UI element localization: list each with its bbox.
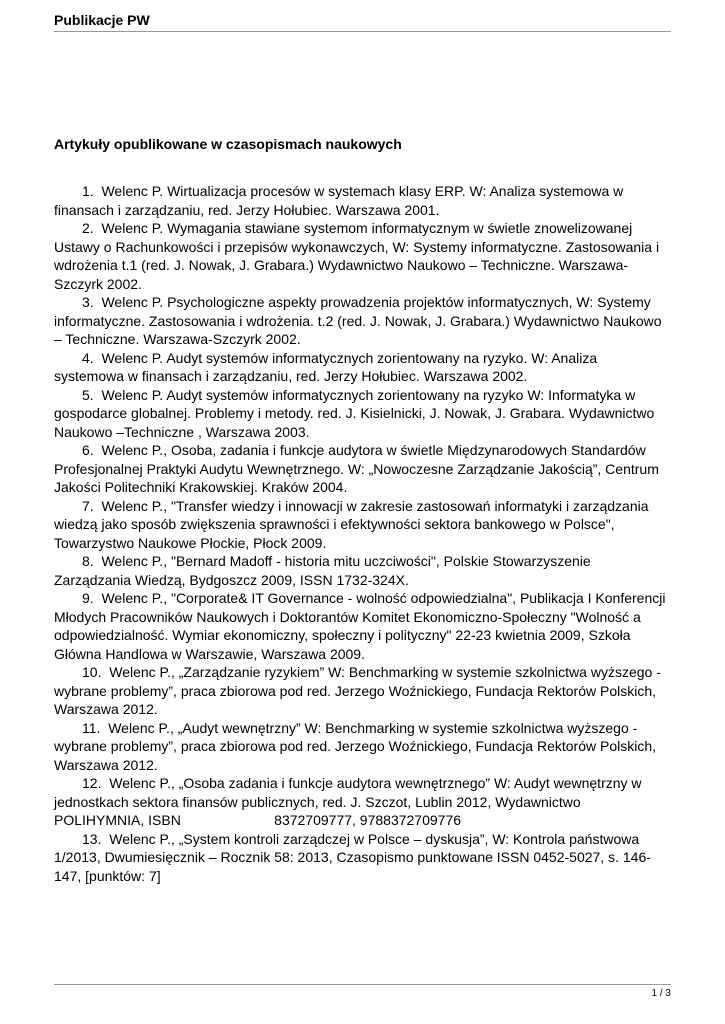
- publication-item: 13. Welenc P., „System kontroli zarządczej w Polsce – dyskusja”, W: Kontrola państwowa 1/2013, Dwumiesięcznik – Rocznik 58: 2013, Czasopismo punktowane ISSN 0452-5027, s. 146-147, [punktów: 7]: [54, 830, 651, 884]
- publication-item: 1. Welenc P. Wirtualizacja procesów w systemach klasy ERP. W: Analiza systemowa w finansach i zarządzaniu, red. Jerzy Hołubiec. Warszawa 2001.: [54, 183, 628, 218]
- publication-item: 9. Welenc P., "Corporate& IT Governance - wolność odpowiedzialna", Publikacja I Konferencji Młodych Pracowników Naukowych i Doktorantów Komitet Ekonomiczno-Społeczny "Wolność a odpowiedzialność. Wymiar ekonomiczny, społeczny i polityczny" 22-23 kwietnia 2009, Szkoła Główna Handlowa w Warszawie, Warszawa 2009.: [54, 590, 670, 662]
- header-divider: [54, 31, 671, 32]
- publication-item: 11. Welenc P., „Audyt wewnętrzny” W: Benchmarking w systemie szkolnictwa wyższego - wybrane problemy”, praca zbiorowa pod red. Jerzego Woźnickiego, Fundacja Rektorów Polskich, Warszawa 2012.: [54, 719, 660, 773]
- publication-item: 10. Welenc P., „Zarządzanie ryzykiem” W: Benchmarking w systemie szkolnictwa wyższego - wybrane problemy”, praca zbiorowa pod red. Jerzego Woźnickiego, Fundacja Rektorów Polskich, Warszawa 2012.: [54, 664, 665, 717]
- publication-item: 5. Welenc P. Audyt systemów informatycznych zorientowany na ryzyko W: Informatyka w gospodarce globalnej. Problemy i metody. red. J. Kisielnicki, J. Nowak, J. Grabara. Wydawnictwo Naukowo –Techniczne , Warszawa 2003.: [54, 386, 659, 440]
- publication-item: 4. Welenc P. Audyt systemów informatycznych zorientowany na ryzyko. W: Analiza systemowa w finansach i zarządzaniu, red. Jerzy Hołubiec. Warszawa 2002.: [54, 349, 602, 384]
- publication-item: 8. Welenc P., "Bernard Madoff - historia mitu uczciwości", Polskie Stowarzyszenie Zarządzania Wiedzą, Bydgoszcz 2009, ISSN 1732-324X.: [54, 553, 595, 588]
- document-content: [0, 135, 725, 885]
- page-indicator: 1 / 3: [651, 988, 671, 999]
- publication-item: 12. Welenc P., „Osoba zadania i funkcje audytora wewnętrznego” W: Audyt wewnętrzny w jednostkach sektora finansów publicznych, red. J. Szczot, Lublin 2012, Wydawnictwo POLIHYMNIA, ISBN 8372709777, 9788372709776: [54, 775, 646, 828]
- publication-item: 3. Welenc P. Psychologiczne aspekty prowadzenia projektów informatycznych, W: Systemy informatyczne. Zastosowania i wdrożenia. t.2 (red. J. Nowak, J. Grabara.) Wydawnictwo Naukowo – Techniczne. Warszawa-Szczyrk 2002.: [54, 294, 666, 347]
- page-header: [0, 0, 725, 32]
- page-footer: [54, 984, 671, 1001]
- publication-item: 2. Welenc P. Wymagania stawiane systemom informatycznym w świetle znowelizowanej Ustawy o Rachunkowości i przepisów wykonawczych, W: Systemy informatyczne. Zastosowania i wdrożenia t.1 (red. J. Nowak, J. Grabara.) Wydawnictwo Naukowo – Techniczne. Warszawa-Szczyrk 2002.: [54, 220, 663, 292]
- page-header-title: Publikacje PW: [54, 12, 150, 28]
- publication-item: 7. Welenc P., "Transfer wiedzy i innowacji w zakresie zastosowań informatyki i zarządzania wiedzą jako sposób zwiększenia sprawności i efektywności sektora bankowego w Polsce", Towarzystwo Naukowe Płockie, Płock 2009.: [54, 497, 653, 551]
- publication-list: [54, 182, 671, 885]
- footer-divider: [54, 984, 671, 985]
- publication-item: 6. Welenc P., Osoba, zadania i funkcje audytora w świetle Międzynarodowych Standardów Profesjonalnej Praktyki Audytu Wewnętrznego. W: „Nowoczesne Zarządzanie Jakością”, Centrum Jakości Politechniki Krakowskiej. Kraków 2004.: [54, 442, 663, 495]
- document-heading: Artykuły opublikowane w czasopismach naukowych: [54, 136, 402, 152]
